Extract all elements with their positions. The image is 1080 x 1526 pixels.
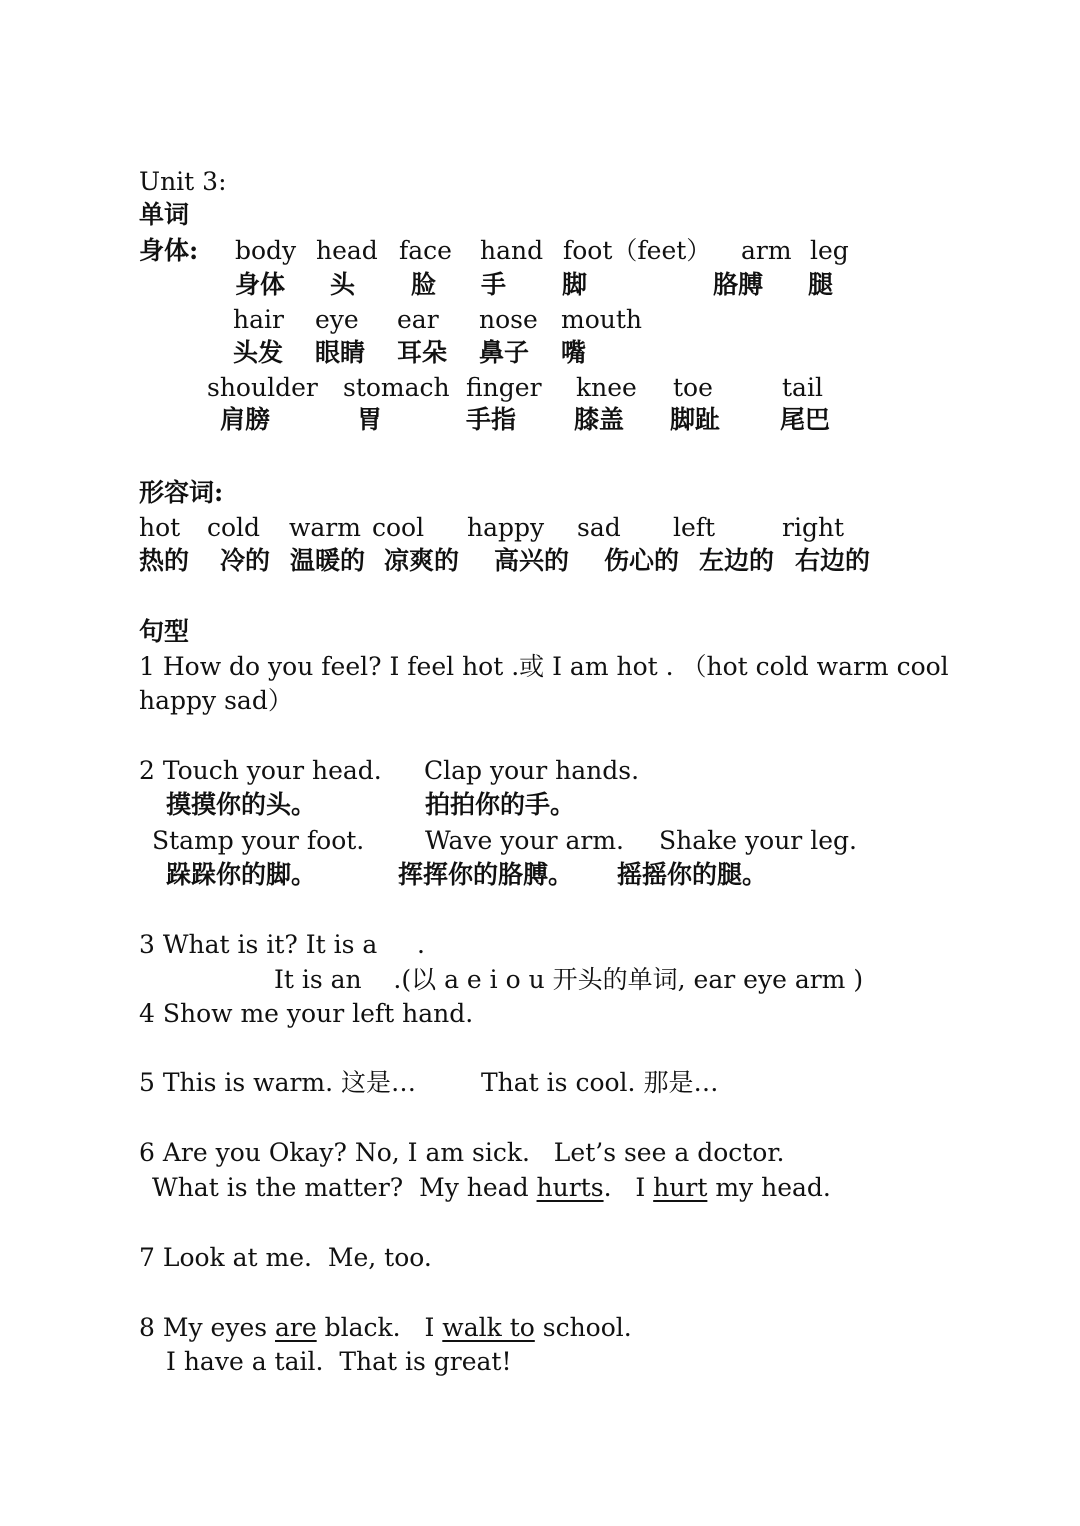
word-stomach: stomach	[343, 373, 450, 402]
underlined-hurt: hurt	[653, 1173, 708, 1202]
sentence-5-this: 5 This is warm. 这是…	[139, 1068, 417, 1097]
word-mouth: mouth	[561, 305, 643, 334]
adjective-heading: 形容词:	[139, 478, 224, 507]
adj-zh-happy: 高兴的	[494, 546, 570, 575]
underlined-hurts: hurts	[536, 1173, 604, 1202]
zh-foot: 脚	[562, 270, 588, 299]
sentence-8-line-2: I have a tail. That is great!	[166, 1347, 512, 1376]
zh-stomach: 胃	[357, 405, 383, 434]
adj-zh-warm: 温暖的	[290, 546, 366, 575]
zh-finger: 手指	[466, 405, 517, 434]
sentence-8-part-b: black. I	[316, 1313, 443, 1342]
sentence-4: 4 Show me your left hand.	[139, 999, 474, 1028]
sentence-2-shake: Shake your leg.	[659, 826, 857, 855]
word-face: face	[399, 236, 452, 265]
adj-zh-cool: 凉爽的	[384, 546, 460, 575]
zh-toe: 脚趾	[670, 405, 721, 434]
underlined-are: are	[275, 1313, 317, 1342]
zh-hand: 手	[481, 270, 507, 299]
adj-right: right	[782, 513, 845, 542]
zh-knee: 膝盖	[574, 405, 625, 434]
sentence-2-clap: Clap your hands.	[424, 756, 640, 785]
zh-body: 身体	[235, 270, 286, 299]
sentence-heading: 句型	[139, 617, 190, 646]
word-ear: ear	[397, 305, 439, 334]
word-hand: hand	[480, 236, 544, 265]
zh-leg: 腿	[808, 270, 834, 299]
adj-left: left	[673, 513, 716, 542]
word-eye: eye	[315, 305, 359, 334]
sentence-6-line-2	[152, 1173, 831, 1203]
sentence-7: 7 Look at me. Me, too.	[139, 1243, 432, 1272]
sentence-2-wave-zh: 挥挥你的胳膊。	[398, 860, 574, 889]
sentence-1-line-2: happy sad）	[139, 686, 293, 715]
zh-arm: 胳膊	[713, 270, 764, 299]
word-leg: leg	[810, 236, 849, 265]
sentence-2-stamp-zh: 跺跺你的脚。	[166, 860, 317, 889]
adj-hot: hot	[139, 513, 181, 542]
adj-zh-left: 左边的	[699, 546, 775, 575]
sentence-6-part-c: my head.	[707, 1173, 831, 1202]
adj-zh-cold: 冷的	[220, 546, 271, 575]
zh-head: 头	[330, 270, 356, 299]
word-foot: foot（feet）	[563, 236, 712, 265]
sentence-6-line-1: 6 Are you Okay? No, I am sick. Let’s see a doctor.	[139, 1138, 785, 1167]
body-label: 身体:	[139, 236, 199, 265]
sentence-2-wave: Wave your arm.	[425, 826, 624, 855]
adj-zh-hot: 热的	[139, 546, 190, 575]
sentence-8-part-c: school.	[534, 1313, 632, 1342]
zh-shoulder: 肩膀	[220, 405, 271, 434]
word-nose: nose	[479, 305, 538, 334]
adj-cool: cool	[372, 513, 425, 542]
sentence-6-part-a: What is the matter? My head	[152, 1173, 537, 1202]
sentence-2-stamp: Stamp your foot.	[152, 826, 365, 855]
word-head: head	[316, 236, 378, 265]
zh-eye: 眼睛	[315, 338, 366, 367]
sentence-2-touch-zh: 摸摸你的头。	[166, 790, 317, 819]
sentence-8-line-1	[139, 1313, 632, 1343]
adj-zh-right: 右边的	[795, 546, 871, 575]
sentence-5-that: That is cool. 那是…	[481, 1068, 719, 1097]
adj-cold: cold	[207, 513, 261, 542]
sentence-1-line-1: 1 How do you feel? I feel hot .或 I am hot . （hot cold warm cool	[139, 652, 949, 681]
sentence-3-line-2: It is an .(以 a e i o u 开头的单词, ear eye arm )	[274, 965, 864, 994]
sentence-2-shake-zh: 摇摇你的腿。	[617, 860, 768, 889]
adj-zh-sad: 伤心的	[604, 546, 680, 575]
word-hair: hair	[233, 305, 284, 334]
word-tail: tail	[782, 373, 823, 402]
sentence-2-touch: 2 Touch your head.	[139, 756, 382, 785]
adj-happy: happy	[467, 513, 545, 542]
zh-tail: 尾巴	[780, 405, 831, 434]
word-finger: finger	[466, 373, 542, 402]
vocab-heading: 单词	[139, 200, 190, 229]
word-body: body	[235, 236, 297, 265]
sentence-2-clap-zh: 拍拍你的手。	[425, 790, 576, 819]
underlined-walk-to: walk to	[442, 1313, 535, 1342]
zh-ear: 耳朵	[397, 338, 448, 367]
sentence-3-line-1: 3 What is it? It is a .	[139, 930, 425, 959]
word-knee: knee	[576, 373, 637, 402]
zh-nose: 鼻子	[479, 338, 530, 367]
word-toe: toe	[673, 373, 713, 402]
sentence-8-part-a: 8 My eyes	[139, 1313, 276, 1342]
zh-mouth: 嘴	[561, 338, 587, 367]
zh-hair: 头发	[233, 338, 284, 367]
adj-sad: sad	[577, 513, 621, 542]
unit-title: Unit 3:	[139, 167, 227, 196]
word-arm: arm	[741, 236, 792, 265]
zh-face: 脸	[411, 270, 437, 299]
word-shoulder: shoulder	[207, 373, 318, 402]
sentence-6-part-b: . I	[603, 1173, 654, 1202]
adj-warm: warm	[289, 513, 361, 542]
